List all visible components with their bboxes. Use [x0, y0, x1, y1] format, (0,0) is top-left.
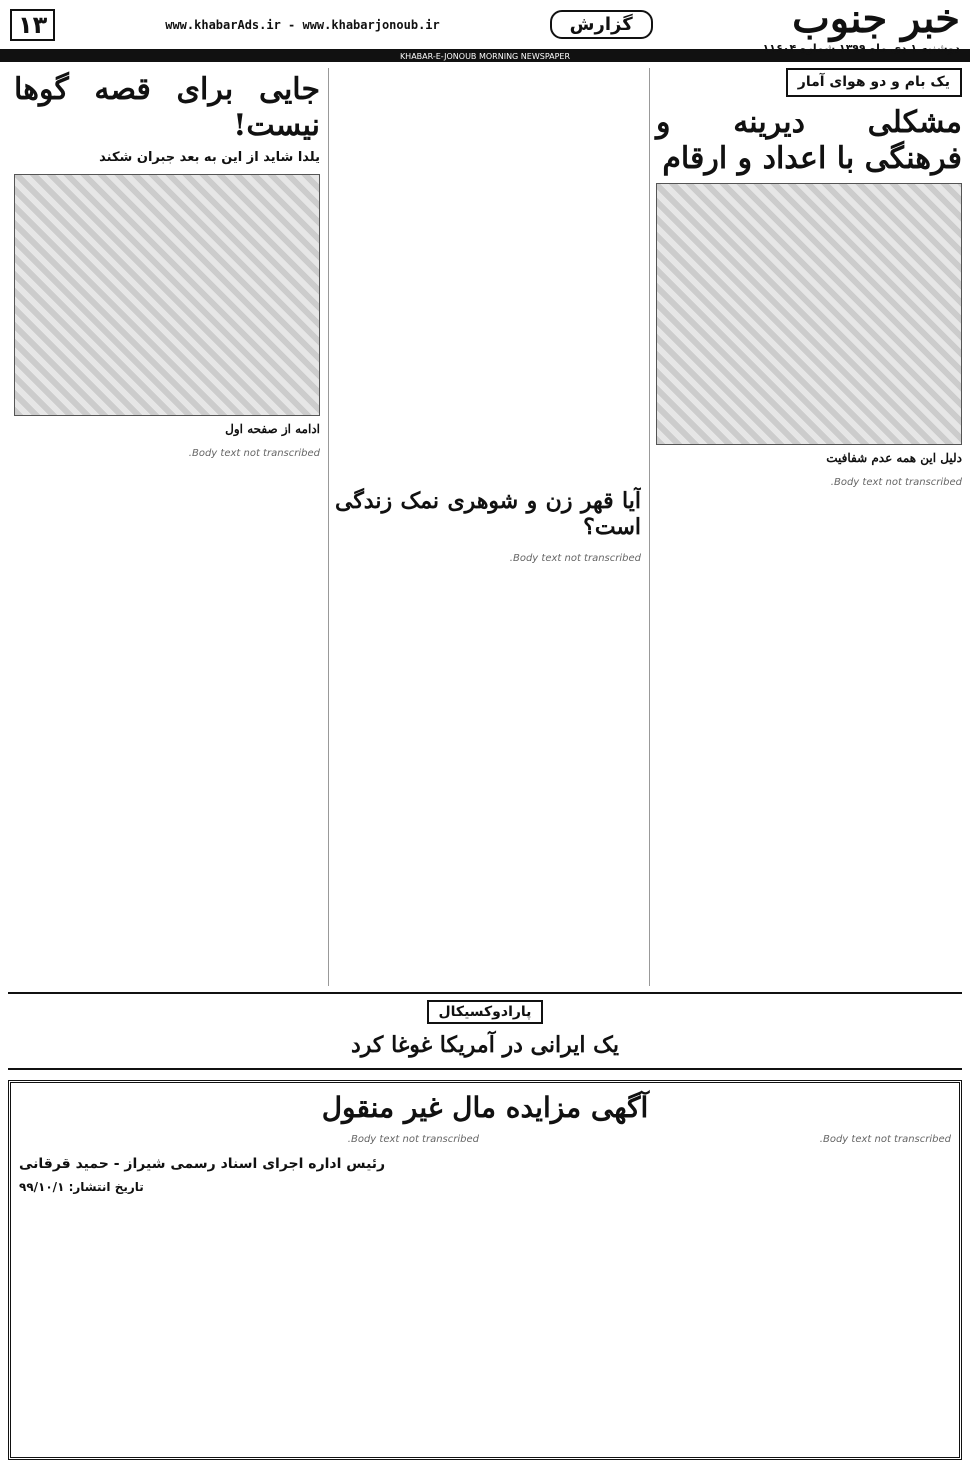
page-header	[0, 0, 970, 55]
column-right-story	[649, 68, 962, 986]
auction-col-right: Body text not transcribed.	[819, 1134, 951, 1146]
column-left-story	[8, 68, 320, 986]
masthead: خبر جنوب	[792, 0, 960, 42]
cartoon-image	[656, 183, 962, 445]
section-label: گزارش	[550, 10, 653, 39]
story-headline: مشکلی دیرینه و فرهنگی با اعداد و ارقام	[656, 105, 962, 176]
story-subhead: دلیل این همه عدم شفافیت	[826, 451, 962, 465]
story-kicker: یک بام و دو هوای آمار	[786, 68, 962, 97]
body-placeholder: Body text not transcribed.	[830, 477, 962, 489]
site-url: www.khabarAds.ir - www.khabarjonoub.ir	[165, 17, 440, 32]
auction-date: تاریخ انتشار: ۹۹/۱۰/۱	[19, 1179, 144, 1194]
auction-body	[19, 1132, 951, 1148]
banner-story	[8, 992, 962, 1070]
banner-kicker: پارادوکسیکال	[427, 1000, 544, 1024]
auction-notice	[8, 1080, 962, 1460]
center-headline: آیا قهر زن و شوهری نمک زندگی است؟	[335, 488, 641, 541]
left-subhead: یلدا شاید از این به بعد جبران شکند	[99, 150, 320, 165]
auction-title: آگهی مزایده مال غیر منقول	[321, 1091, 649, 1125]
column-center	[328, 68, 641, 986]
body-placeholder: Body text not transcribed.	[509, 552, 641, 564]
issue-line: دوشنبه ۱ دی ماه ۱۳۹۹ شماره ۱۱۶۰۴	[762, 41, 960, 55]
news-grid	[0, 62, 970, 992]
photo-image	[14, 174, 320, 416]
english-strip: KHABAR-E-JONOUB MORNING NEWSPAPER	[0, 52, 970, 62]
auction-signature: رئیس اداره اجرای اسناد رسمی شیراز - حمید قرقانی	[19, 1155, 386, 1172]
banner-headline: یک ایرانی در آمریکا غوغا کرد	[351, 1032, 619, 1058]
continued-label: ادامه از صفحه اول	[225, 421, 320, 436]
body-placeholder: Body text not transcribed.	[188, 447, 320, 459]
page-number: ۱۳	[10, 9, 55, 41]
left-headline: جایی برای قصه گوها نیست!	[14, 72, 320, 143]
auction-col-left: Body text not transcribed.	[347, 1134, 479, 1146]
